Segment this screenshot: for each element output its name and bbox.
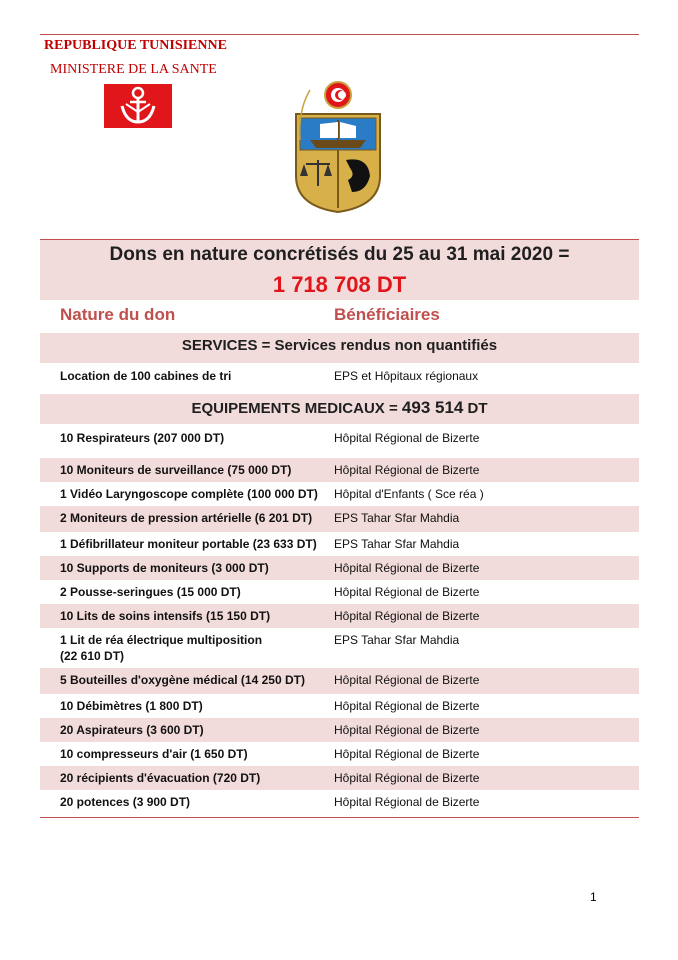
- row-beneficiary: EPS Tahar Sfar Mahdia: [334, 537, 460, 551]
- services-heading: [40, 333, 639, 363]
- row-item: Location de 100 cabines de tri: [60, 369, 232, 383]
- row-item: 10 Lits de soins intensifs (15 150 DT): [60, 609, 271, 623]
- row-beneficiary: Hôpital d'Enfants ( Sce réa ): [334, 487, 484, 501]
- row-beneficiary: Hôpital Régional de Bizerte: [334, 747, 480, 761]
- row-beneficiary: Hôpital Régional de Bizerte: [334, 431, 480, 445]
- table-row: [40, 668, 639, 694]
- table-row: [40, 556, 639, 580]
- row-beneficiary: Hôpital Régional de Bizerte: [334, 561, 480, 575]
- row-item: 20 potences (3 900 DT): [60, 795, 191, 809]
- coat-of-arms: [290, 80, 386, 214]
- row-item: 2 Pousse-seringues (15 000 DT): [60, 585, 241, 599]
- row-beneficiary: EPS et Hôpitaux régionaux: [334, 369, 479, 383]
- row-beneficiary: EPS Tahar Sfar Mahdia: [334, 511, 460, 525]
- row-item: 20 récipients d'évacuation (720 DT): [60, 771, 261, 785]
- table-row: [40, 694, 639, 718]
- services-heading-text: SERVICES = Services rendus non quantifiés: [181, 337, 498, 354]
- row-item: 10 compresseurs d'air (1 650 DT): [60, 747, 248, 761]
- row-beneficiary: Hôpital Régional de Bizerte: [334, 723, 480, 737]
- table-row: [40, 482, 639, 506]
- row-beneficiary: EPS Tahar Sfar Mahdia: [334, 633, 460, 647]
- row-item: 10 Débimètres (1 800 DT): [60, 699, 203, 713]
- row-item: 10 Moniteurs de surveillance (75 000 DT): [60, 463, 292, 477]
- row-item: 1 Vidéo Laryngoscope complète (100 000 DT): [60, 487, 318, 501]
- table-row: [40, 628, 639, 668]
- row-item: 10 Respirateurs (207 000 DT): [60, 431, 225, 445]
- table-row: [40, 506, 639, 532]
- ministry-logo: [104, 84, 172, 128]
- equipements-heading: [40, 394, 639, 424]
- page-number: 1: [590, 890, 597, 904]
- row-item: 1 Défibrillateur moniteur portable (23 633 DT): [60, 537, 317, 551]
- total-amount: 1 718 708 DT: [272, 272, 407, 297]
- ministry-name: MINISTERE DE LA SANTE: [50, 62, 217, 77]
- row-item: 1 Lit de réa électrique multiposition (22 610 DT): [60, 633, 263, 663]
- row-item: 10 Supports de moniteurs (3 000 DT): [60, 561, 269, 575]
- table-row: [40, 426, 639, 458]
- row-beneficiary: Hôpital Régional de Bizerte: [334, 795, 480, 809]
- table-row: [40, 718, 639, 742]
- table-row: [40, 604, 639, 628]
- row-item: 20 Aspirateurs (3 600 DT): [60, 723, 204, 737]
- top-rule: [40, 34, 639, 35]
- table-bottom-rule: [40, 817, 639, 818]
- row-beneficiary: Hôpital Régional de Bizerte: [334, 585, 480, 599]
- table-row: [40, 580, 639, 604]
- column-header-nature: Nature du don: [60, 305, 176, 324]
- equipements-heading-unit: DT: [463, 400, 488, 417]
- row-beneficiary: Hôpital Régional de Bizerte: [334, 609, 480, 623]
- equipements-heading-amount: 493 514: [401, 398, 464, 417]
- row-item: 2 Moniteurs de pression artérielle (6 201 DT): [60, 511, 313, 525]
- row-beneficiary: Hôpital Régional de Bizerte: [334, 699, 480, 713]
- row-beneficiary: Hôpital Régional de Bizerte: [334, 463, 480, 477]
- document-title: Dons en nature concrétisés du 25 au 31 mai 2020 =: [109, 244, 570, 265]
- country-name: REPUBLIQUE TUNISIENNE: [44, 38, 227, 53]
- equipements-heading-label: EQUIPEMENTS MEDICAUX =: [191, 400, 402, 417]
- column-header-beneficiaries: Bénéficiaires: [334, 305, 440, 324]
- table-row: [40, 458, 639, 482]
- table-row: [40, 790, 639, 816]
- table-row: [40, 532, 639, 556]
- row-beneficiary: Hôpital Régional de Bizerte: [334, 673, 480, 687]
- row-item: 5 Bouteilles d'oxygène médical (14 250 DT): [60, 673, 305, 687]
- table-row: [40, 766, 639, 790]
- row-beneficiary: Hôpital Régional de Bizerte: [334, 771, 480, 785]
- table-row: [40, 742, 639, 766]
- table-row: [40, 364, 639, 392]
